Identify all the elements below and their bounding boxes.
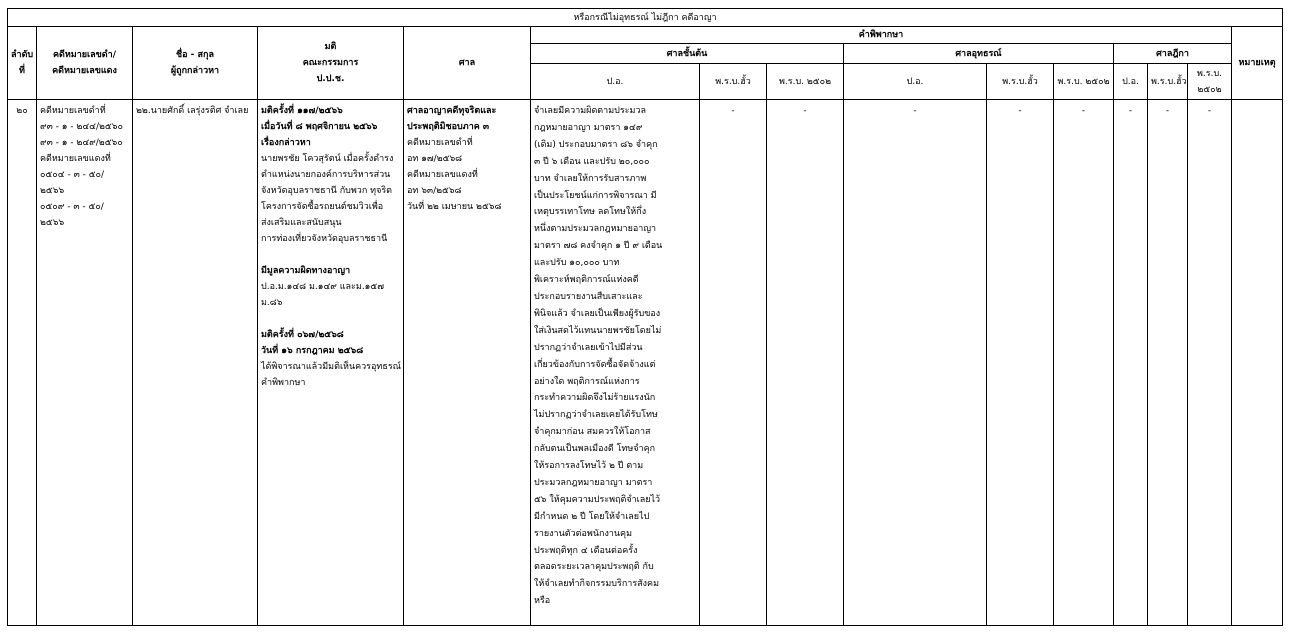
cell-supreme-hua: - <box>1148 100 1188 626</box>
header-resolution: มติ คณะกรรมการ ป.ป.ช. <box>258 27 404 100</box>
table-row <box>8 100 1283 626</box>
cell-case-no: คดีหมายเลขดำที่ ๙๓ - ๑ - ๒๔๔/๒๕๖๐ ๙๓ - ๑ - ๒๔๙/๒๕๖๐ คดีหมายเลขแดงที่ ๐๕๐๔ - ๓ - ๕๐/ ๒๕๖๖ ๐๕๐๙ - ๓ - ๕๐/ ๒๕๖๖ <box>37 100 133 626</box>
table-title: หรือกรณีไม่อุทธรณ์ ไม่ฎีกา คดีอาญา <box>8 9 1283 27</box>
header-first-pa: ป.อ. <box>531 64 700 100</box>
cell-appeal-2502: - <box>1054 100 1114 626</box>
header-appeal-2502: พ.ร.บ. ๒๕๐๒ <box>1054 64 1114 100</box>
case-table <box>7 8 1283 626</box>
header-case-no: คดีหมายเลขดำ/ คดีหมายเลขแดง <box>37 27 133 100</box>
header-appeal-hua: พ.ร.บ.ฮั้ว <box>987 64 1054 100</box>
header-first-2502: พ.ร.บ. ๒๕๐๒ <box>767 64 844 100</box>
cell-resolution: มติครั้งที่ ๑๑๗/๒๕๖๖ เมื่อวันที่ ๘ พฤศจิกายน ๒๕๖๖ เรื่องกล่าวหา นายพรชัย โควสุรัตน์ เมื่อครั้งดำรง ตำแหน่งนายกองค์การบริหารส่วน จังหวัดอุบลราชธานี กับพวก ทุจริต โครงการจัดซื้อรถยนต์ชมวิวเพื่อ ส่งเสริมและสนับสนุน การท่องเที่ยวจังหวัดอุบลราชธานี มีมูลความผิดทางอาญา ป.อ.ม.๑๔๘ ม.๑๔๙ และม.๑๕๗ ม.๘๖ มติครั้งที่ ๐๖๗/๒๕๖๘ วันที่ ๑๖ กรกฎาคม ๒๕๖๘ ได้พิจารณาแล้วมีมติเห็นควรอุทธรณ์ คำพิพากษา <box>258 100 404 626</box>
cell-name: ๒๒.นายศักดิ์ เลรุ่งรติศ จำเลย <box>133 100 258 626</box>
cell-supreme-2502: - <box>1188 100 1232 626</box>
cell-appeal-hua: - <box>987 100 1054 626</box>
header-appeal-pa: ป.อ. <box>844 64 987 100</box>
cell-appeal-pa: - <box>844 100 987 626</box>
header-appeal-court: ศาลอุทธรณ์ <box>844 44 1114 64</box>
header-verdict: คำพิพากษา <box>531 27 1232 44</box>
cell-seq: ๒๐ <box>8 100 37 626</box>
header-court: ศาล <box>404 27 531 100</box>
cell-first-hua: - <box>700 100 767 626</box>
header-supreme-2502: พ.ร.บ. ๒๕๐๒ <box>1188 64 1232 100</box>
cell-supreme-pa: - <box>1114 100 1148 626</box>
cell-remark <box>1232 100 1283 626</box>
header-first-court: ศาลชั้นต้น <box>531 44 844 64</box>
header-supreme-court: ศาลฎีกา <box>1114 44 1232 64</box>
cell-verdict: จำเลยมีความผิดตามประมวล กฎหมายอาญา มาตรา ๑๔๙ (เดิม) ประกอบมาตรา ๘๖ จำคุก ๓ ปี ๖ เดือน และปรับ ๒๐,๐๐๐ บาท จำเลยให้การรับสารภาพ เป็นประโยชน์แก่การพิจารณา มี เหตุบรรเทาโทษ ลดโทษให้กึ่ง หนึ่งตามประมวลกฎหมายอาญา มาตรา ๗๘ คงจำคุก ๑ ปี ๙ เดือน และปรับ ๑๐,๐๐๐ บาท พิเคราะห์พฤติการณ์แห่งคดี ประกอบรายงานสืบเสาะและ พินิจแล้ว จำเลยเป็นเพียงผู้รับของ ใส่เงินสดไว้แทนนายพรชัยโดยไม่ ปรากฏว่าจำเลยเข้าไปมีส่วน เกี่ยวข้องกับการจัดซื้อจัดจ้างแต่ อย่างใด พฤติการณ์แห่งการ กระทำความผิดจึงไม่ร้ายแรงนัก ไม่ปรากฏว่าจำเลยเคยได้รับโทษ จำคุกมาก่อน สมควรให้โอกาส กลับตนเป็นพลเมืองดี โทษจำคุก ให้รอการลงโทษไว้ ๒ ปี ตาม ประมวลกฎหมายอาญา มาตรา ๕๖ ให้คุมความประพฤติจำเลยไว้ มีกำหนด ๒ ปี โดยให้จำเลยไป รายงานตัวต่อพนักงานคุม ประพฤติทุก ๔ เดือนต่อครั้ง ตลอดระยะเวลาคุมประพฤติ กับ ให้จำเลยทำกิจกรรมบริการสังคม หรือ <box>531 100 700 626</box>
cell-court: ศาลอาญาคดีทุจริตและ ประพฤติมิชอบภาค ๓ คดีหมายเลขดำที่ อท ๑๗/๒๕๖๘ คดีหมายเลขแดงที่ อท ๖๓/๒๕๖๘ วันที่ ๒๒ เมษายน ๒๕๖๘ <box>404 100 531 626</box>
header-name: ชื่อ - สกุล ผู้ถูกกล่าวหา <box>133 27 258 100</box>
header-remark: หมายเหตุ <box>1232 27 1283 100</box>
header-supreme-pa: ป.อ. <box>1114 64 1148 100</box>
header-first-hua: พ.ร.บ.ฮั้ว <box>700 64 767 100</box>
header-supreme-hua: พ.ร.บ.ฮั้ว <box>1148 64 1188 100</box>
cell-first-2502: - <box>767 100 844 626</box>
header-seq: ลำดับที่ <box>8 27 37 100</box>
